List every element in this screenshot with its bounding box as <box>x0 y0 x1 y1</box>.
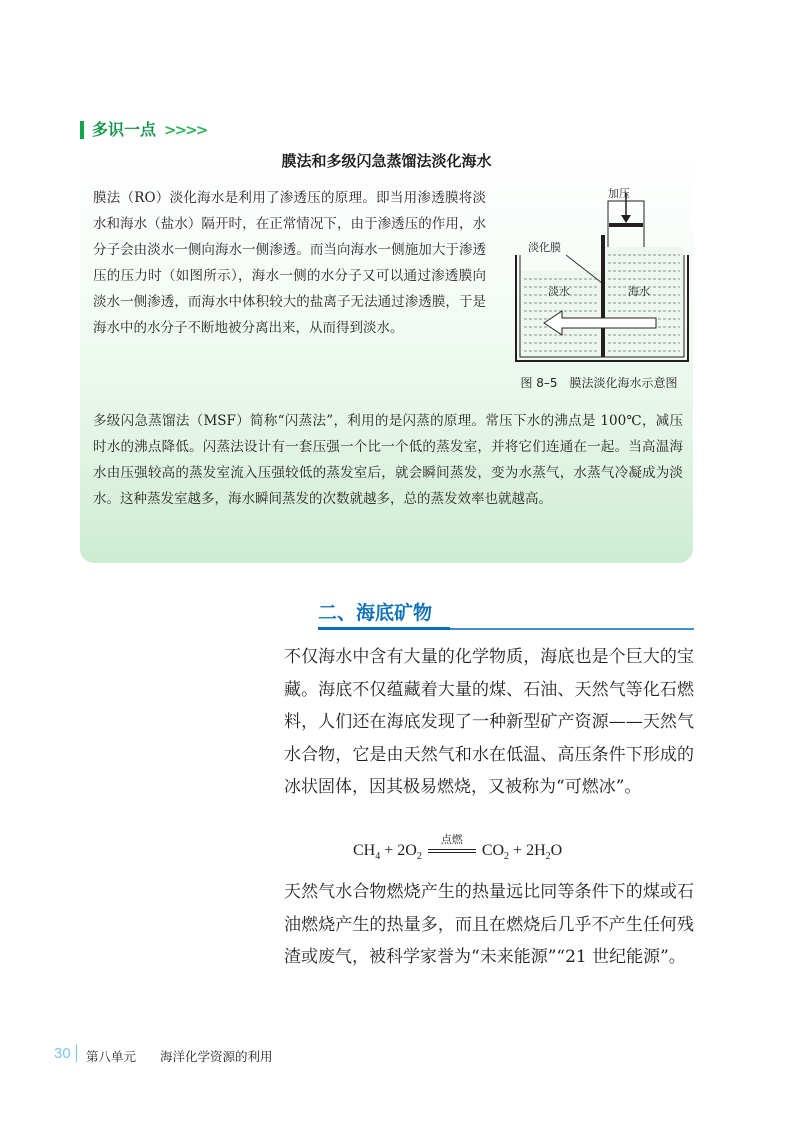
eq-sub-2a: 2 <box>416 851 422 863</box>
sidebar-accent-bar <box>80 121 84 139</box>
chevrons-icon: >>>> <box>164 121 207 139</box>
sidebar-box <box>80 145 693 563</box>
main-paragraph-2: 天然气水合物燃烧产生的热量远比同等条件下的煤或石油燃烧产生的热量多，而且在燃烧后几乎不产生任何残渣或废气，被科学家誉为“未来能源”“21 世纪能源”。 <box>284 882 694 967</box>
label-fresh-water: 淡水 <box>548 285 570 298</box>
section-underline-accent <box>318 627 450 630</box>
sidebar-heading: 多识一点 <box>92 120 157 139</box>
sidebar-paragraph-ro: 膜法（RO）淡化海水是利用了渗透压的原理。即当用渗透膜将淡水和海水（盐水）隔开时，在正常情况下，由于渗透压的作用，水分子会由淡水一侧向海水一侧渗透。而当向海水一侧施加大于渗透压的压力时（如图所示），海水一侧的水分子又可以通过渗透膜向淡水一侧渗透，而海水中体积较大的盐离子无法通过渗透膜，于是海水中的水分子不断地被分离出来，从而得到淡水。 <box>93 190 486 336</box>
equation-arrow <box>428 833 476 857</box>
eq-o-tail: O <box>550 842 563 859</box>
sidebar-header <box>80 119 280 141</box>
combustion-equation <box>353 833 613 872</box>
footer-divider <box>76 1044 77 1062</box>
section-title: 二、海底矿物 <box>318 602 433 624</box>
footer-chapter: 海洋化学资源的利用 <box>160 1049 273 1064</box>
eq-sub-4: 4 <box>375 851 381 863</box>
footer-unit: 第八单元 <box>86 1049 137 1064</box>
sidebar-paragraph-msf: 多级闪急蒸馏法（MSF）简称“闪蒸法”，利用的是闪蒸的原理。常压下水的沸点是 100℃，减压时水的沸点降低。闪蒸法设计有一套压强一个比一个低的蒸发室，并将它们连通在一起。当高温海水由压强较高的蒸发室流入压强较低的蒸发室后，就会瞬间蒸发，变为水蒸气，水蒸气冷凝成为淡水。这种蒸发室越多，海水瞬间蒸发的次数就越多，总的蒸发效率也就越高。 <box>93 413 683 507</box>
label-membrane: 淡化膜 <box>528 241 561 254</box>
equation-condition: 点燃 <box>440 833 463 847</box>
main-paragraph-1: 不仅海水中含有大量的化学物质，海底也是个巨大的宝藏。海底不仅蕴藏着大量的煤、石油、天然气等化石燃料，人们还在海底发现了一种新型矿产资源——天然气水合物，它是由天然气和水在低温、高压条件下形成的冰状固体，因其极易燃烧，又被称为“可燃冰”。 <box>284 647 694 797</box>
label-pressure: 加压 <box>608 187 630 200</box>
eq-sub-2b: 2 <box>504 851 510 863</box>
figure-caption: 图 8–5 膜法淡化海水示意图 <box>520 376 678 390</box>
page-number: 30 <box>54 1045 71 1062</box>
eq-plus-o: + 2O <box>380 842 417 859</box>
membrane-diagram <box>508 183 698 398</box>
label-sea-water: 海水 <box>628 285 650 298</box>
sidebar-subtitle: 膜法和多级闪急蒸馏法淡化海水 <box>281 152 492 170</box>
eq-reactant-ch: CH <box>353 842 376 859</box>
eq-sub-2c: 2 <box>545 851 551 863</box>
eq-plus-h: + 2H <box>509 842 546 859</box>
eq-product-co: CO <box>481 842 505 859</box>
